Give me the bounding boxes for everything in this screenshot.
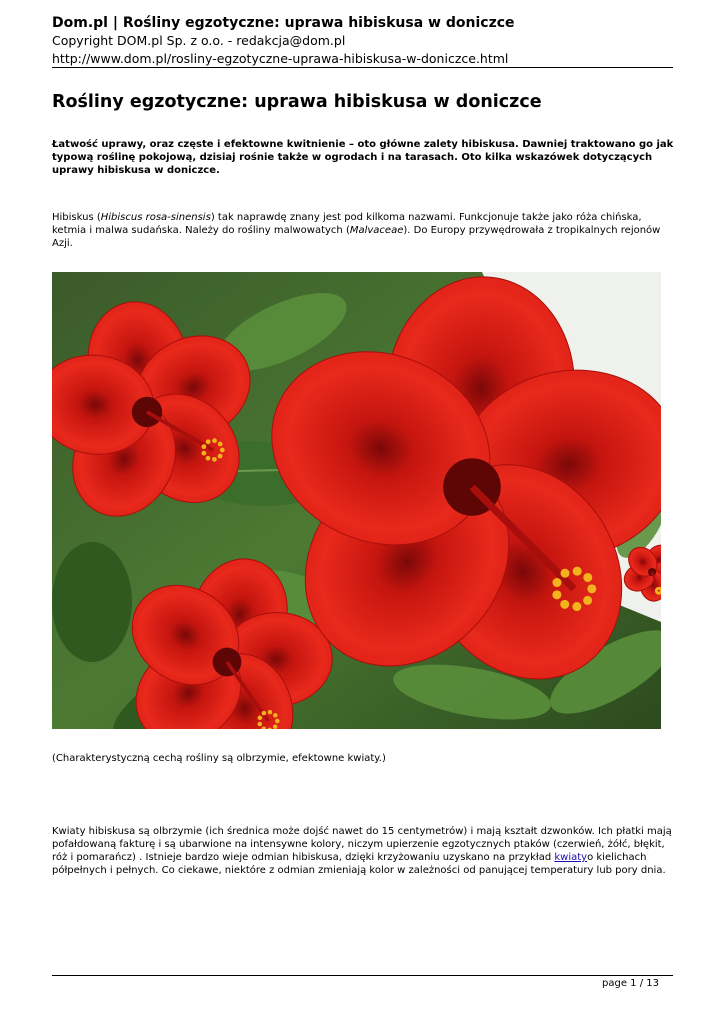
- hibiscus-photo: [52, 272, 661, 729]
- article-title: Rośliny egzotyczne: uprawa hibiskusa w doniczce: [52, 92, 542, 112]
- intro-text-2: ) tak naprawdę znany jest pod kilkoma nazwami. Funkcjonuje także jako róża chińska, ketmia i malwa sudańska. Należy do rośliny malwowatych (: [52, 212, 642, 236]
- header-copyright: Copyright DOM.pl Sp. z o.o. - redakcja@dom.pl: [52, 33, 346, 48]
- paragraph-flowers: [52, 825, 674, 877]
- document-header: [52, 14, 672, 68]
- header-divider: [52, 67, 673, 68]
- photo-caption: (Charakterystyczną cechą rośliny są olbrzymie, efektowne kwiaty.): [52, 753, 386, 764]
- article-lead: Łatwość uprawy, oraz częste i efektowne kwitnienie – oto główne zalety hibiskusa. Dawniej traktowano go jak typową roślinę pokojową, dzisiaj rośnie także w ogrodach i na tarasach. Oto kilka wskazówek dotyczących uprawy hibiskusa w doniczce.: [52, 139, 674, 176]
- latin-name-hibiscus: Hibiscus rosa-sinensis: [100, 212, 211, 223]
- page-number: page 1 / 13: [602, 978, 659, 989]
- intro-text-3: ). Do Europy przywędrowała z tropikalnych rejonów Azji.: [52, 225, 661, 249]
- intro-text-1: Hibiskus (: [52, 212, 101, 223]
- flowers-text-1: Kwiaty hibiskusa są olbrzymie (ich średnica może dojść nawet do 15 centymetrów) i mają kształt dzwonków. Ich płatki mają pofałdowaną fakturę i są ubarwione na intensywne kolory, niczym upierzenie egzotycznych ptaków (czerwień, żółć, błękit, róż i pomarańcz) . Istnieje bardzo wieje odmian hibiskusa, dzięki krzyżowaniu uzyskano na przykład: [52, 826, 672, 863]
- paragraph-intro: [52, 211, 674, 250]
- footer-divider: [52, 975, 673, 976]
- header-url: http://www.dom.pl/rosliny-egzotyczne-uprawa-hibiskusa-w-doniczce.html: [52, 51, 509, 66]
- latin-name-malvaceae: Malvaceae: [349, 225, 404, 236]
- flowers-text-2: o kielichach półpełnych i pełnych. Co ciekawe, niektóre z odmian zmieniają kolor w zależności od panującej temperatury lub pory dnia.: [52, 852, 666, 876]
- header-title: Dom.pl | Rośliny egzotyczne: uprawa hibiskusa w doniczce: [52, 15, 515, 31]
- link-kwiaty[interactable]: kwiaty: [554, 852, 588, 863]
